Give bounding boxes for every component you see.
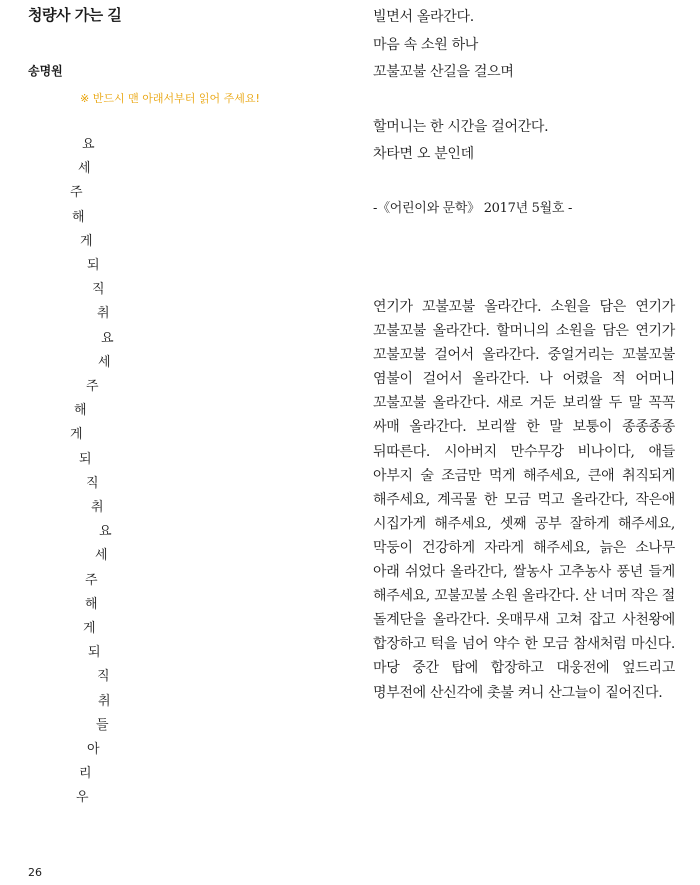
vertical-char: 리	[79, 766, 92, 781]
vertical-char: 주	[85, 573, 98, 588]
poem-line: 마음 속 소원 하나	[373, 37, 479, 53]
poem-line: 차타면 오 분인데	[373, 146, 474, 162]
poem-line: 할머니는 한 시간을 걸어간다.	[373, 119, 549, 135]
vertical-char: 게	[70, 427, 83, 442]
vertical-char: 직	[86, 476, 99, 491]
vertical-char: 되	[87, 258, 100, 273]
poem-title: 청량사 가는 길	[28, 6, 122, 24]
vertical-char: 해	[72, 210, 85, 225]
vertical-char: 우	[76, 790, 89, 805]
vertical-char: 요	[101, 331, 114, 346]
author-name: 송명원	[28, 64, 63, 78]
source-citation: -《어린이와 문학》 2017년 5월호 -	[373, 201, 573, 216]
vertical-char: 게	[83, 621, 96, 636]
vertical-char: 직	[92, 282, 105, 297]
vertical-char: 취	[98, 694, 111, 709]
vertical-char: 주	[70, 185, 83, 200]
poem-line: 빌면서 올라간다.	[373, 9, 474, 25]
reading-note: ※ 반드시 맨 아래서부터 읽어 주세요!	[80, 92, 260, 105]
vertical-char: 세	[78, 161, 91, 176]
vertical-char: 해	[85, 597, 98, 612]
vertical-char: 들	[96, 718, 109, 733]
vertical-char: 세	[95, 548, 108, 563]
vertical-char: 아	[87, 742, 100, 757]
vertical-char: 세	[98, 355, 111, 370]
vertical-char: 게	[80, 234, 93, 249]
vertical-char: 되	[79, 452, 92, 467]
vertical-char: 되	[88, 645, 101, 660]
vertical-char: 취	[97, 306, 110, 321]
poem-line: 꼬불꼬불 산길을 걸으며	[373, 64, 514, 80]
prose-paragraph: 연기가 꼬불꼬불 올라간다. 소원을 담은 연기가 꼬불꼬불 올라간다. 할머니의 소원을 담은 연기가 꼬불꼬불 걸어서 올라간다. 중얼거리는 꼬불꼬불 염불이 걸어서 올라간다. 나 어렸을 적 어머니 꼬불꼬불 올라간다. 새로 거둔 보리쌀 두 말 꼭꼭 싸매 올라간다. 보리쌀 한 말 보퉁이 종종종종 뒤따른다. 시아버지 만수무강 비나이다, 애들 아부지 술 조금만 먹게 해주세요, 큰애 취직되게 해주세요, 계곡물 한 모금 먹고 올라간다, 작은애 시집가게 해주세요, 셋째 공부 잘하게 해주세요, 막둥이 건강하게 자라게 해주세요, 늙은 소나무 아래 쉬었다 올라간다, 쌀농사 고추농사 풍년 들게 해주세요, 꼬불꼬불 소원 올라간다. 산 너머 작은 절 돌계단을 올라간다. 옷매무새 고쳐 잡고 사천왕에 합장하고 턱을 넘어 약수 한 모금 참새처럼 마신다. 마당 중간 탑에 합장하고 대웅전에 엎드리고 명부전에 산신각에 촛불 켜니 산그늘이 짙어진다.	[373, 299, 675, 701]
vertical-char: 직	[97, 669, 110, 684]
vertical-char: 해	[74, 403, 87, 418]
vertical-char: 주	[86, 379, 99, 394]
vertical-char: 취	[91, 500, 104, 515]
page-number: 26	[28, 866, 42, 879]
vertical-char: 요	[82, 137, 95, 152]
vertical-char: 요	[99, 524, 112, 539]
